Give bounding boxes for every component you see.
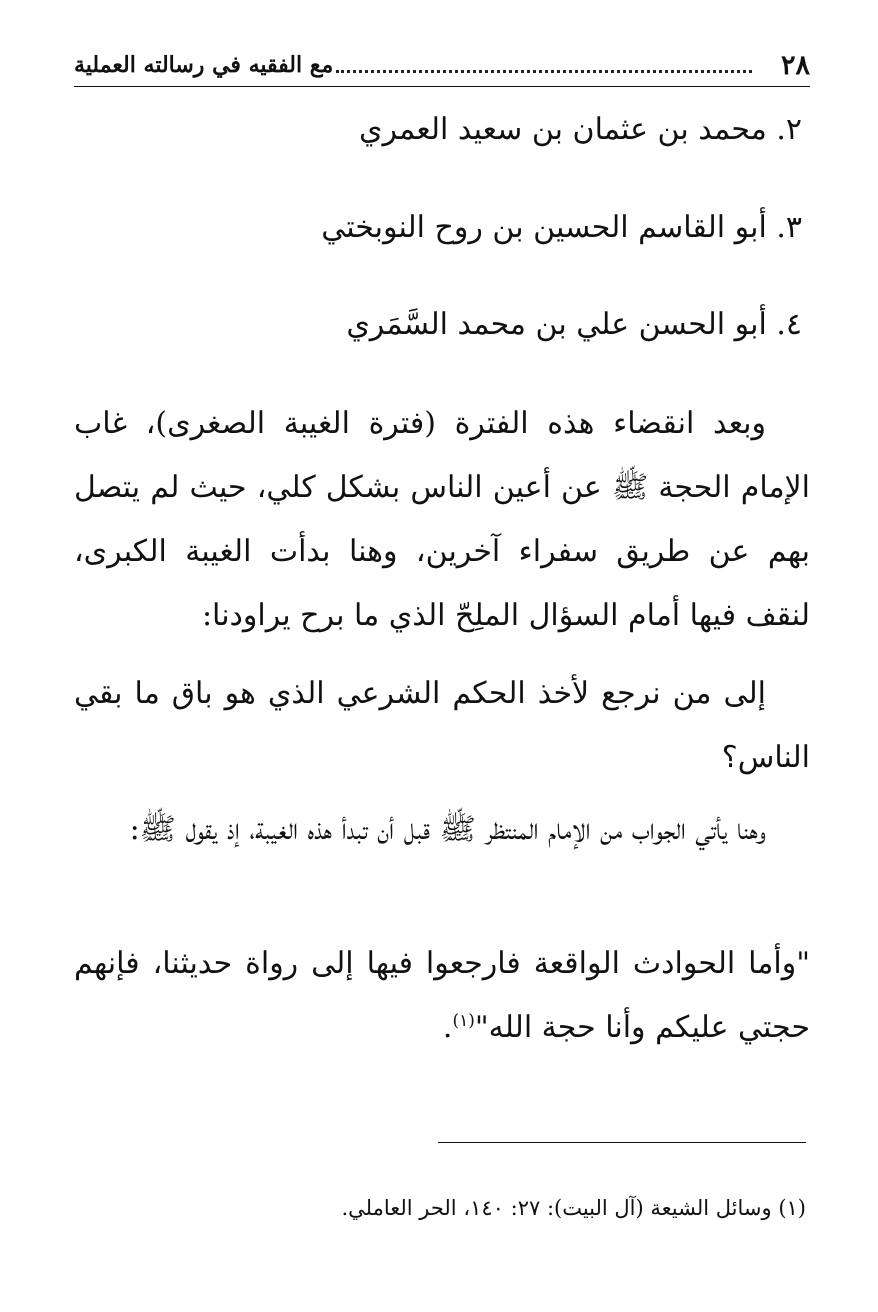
footnote: (١) وسائل الشيعة (آل البيت): ٢٧: ١٤٠، الحر العاملي. [341,1196,806,1220]
quote-period: . [442,1010,453,1045]
page-number: ٢٨ [780,50,810,81]
list-item-2: ٢. محمد بن عثمان بن سعيد العمري [359,112,802,147]
hadith-quote [74,932,810,1060]
footnote-separator [438,1142,806,1143]
running-title: مع الفقيه في رسالته العملية [74,52,334,78]
footnote-ref: (١) [452,1011,475,1031]
header-dotted-leader [336,70,752,73]
page-header [74,44,810,87]
paragraph-question: إلى من نرجع لأخذ الحكم الشرعي الذي هو باق ما بقي الناس؟ [74,676,810,775]
paragraph-answer-intro: وهنا يأتي الجواب من الإمام المنتظر ﷺ قبل أن تبدأ هذه الغيبة، إذ يقول ﷺ: [129,812,766,847]
list-item-3: ٣. أبو القاسم الحسين بن روح النوبختي [321,210,802,245]
list-item-4: ٤. أبو الحسن علي بن محمد السَّمَري [346,307,802,342]
quote-text: "وأما الحوادث الواقعة فارجعوا فيها إلى رواة حديثنا، فإنهم حجتي عليكم وأنا حجة الله" [74,946,810,1045]
paragraph-major-occultation: وبعد انقضاء هذه الفترة (فترة الغيبة الصغرى)، غاب الإمام الحجة ﷺ عن أعين الناس بشكل كلي، حيث لم يتصل بهم عن طريق سفراء آخرين، وهنا بدأت الغيبة الكبرى، لنقف فيها أمام السؤال الملِحّ الذي ما برح يراودنا: [74,406,810,633]
